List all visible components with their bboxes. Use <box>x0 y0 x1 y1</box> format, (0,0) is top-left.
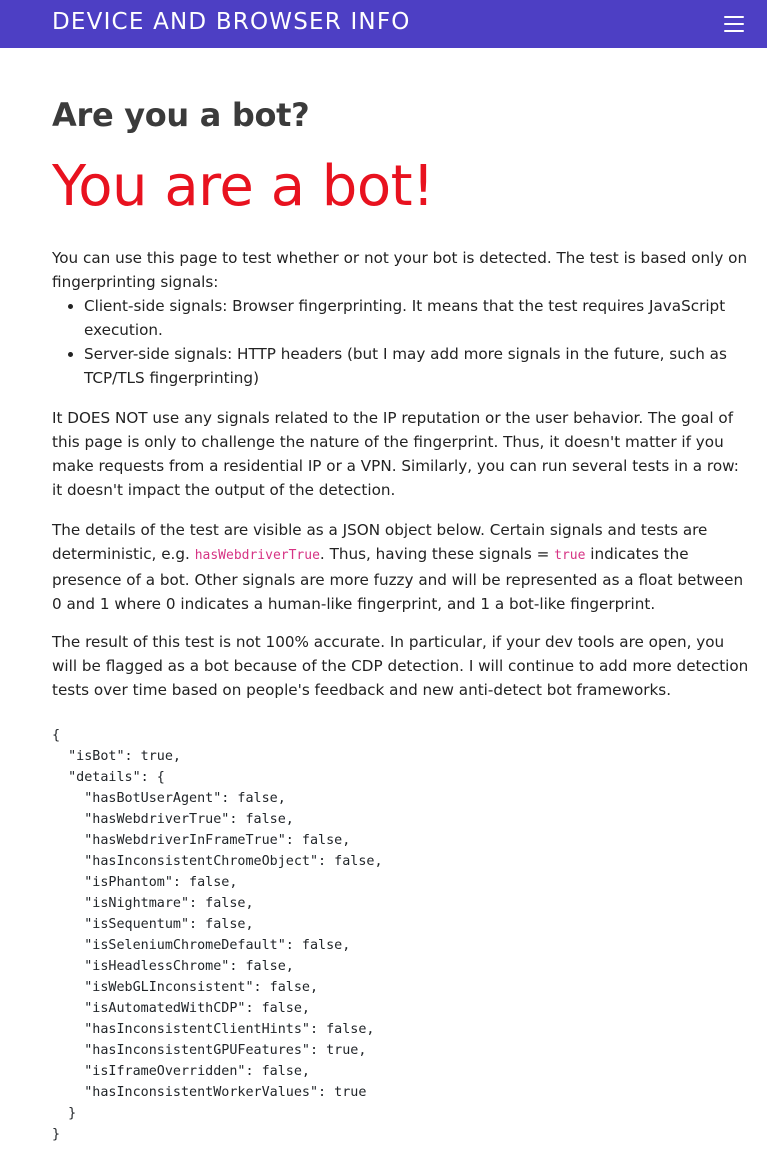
ip-reputation-paragraph <box>52 406 752 502</box>
hamburger-menu-icon[interactable] <box>721 12 747 36</box>
details-text <box>52 518 752 616</box>
detection-json-output: { "isBot": true, "details": { "hasBotUserAgent": false, "hasWebdriverTrue": false, "hasWebdriverInFrameTrue": false, "hasInconsistentChromeObject": false, "isPhantom": false, "isNightmare": false, "isSequentum": false, "isSeleniumChromeDefault": false, "isHeadlessChrome": false, "isWebGLInconsistent": false, "isAutomatedWithCDP": false, "hasInconsistentClientHints": false, "hasInconsistentGPUFeatures": true, "isIframeOverridden": false, "hasInconsistentWorkerValues": true } } <box>52 728 383 1142</box>
accuracy-paragraph <box>52 630 752 702</box>
details-text-part-2: . Thus, having these signals = <box>319 545 555 563</box>
signal-client-side: • Client-side signals: Browser fingerprinting. It means that the test requires JavaScript execution. <box>84 294 752 342</box>
details-text-part-1: The details of the test are visible as a JSON object below. Certain signals and tests are deterministic, e.g. <box>52 521 708 563</box>
brand-link[interactable]: DEVICE AND BROWSER INFO <box>52 9 411 35</box>
details-paragraph <box>52 518 752 616</box>
menu-bar-middle <box>724 23 744 25</box>
bot-verdict: You are a bot! <box>52 154 435 219</box>
menu-bar-bottom <box>724 30 744 32</box>
details-text-part-3: indicates the presence of a bot. Other signals are more fuzzy and will be represented as a float between 0 and 1 where 0 indicates a human-like fingerprint, and 1 a bot-like fingerprint. <box>52 545 744 613</box>
accuracy-text: The result of this test is not 100% accurate. In particular, if your dev tools are open, you will be flagged as a bot because of the CDP detection. I will continue to add more detection tests over time based on people's feedback and new anti-detect bot frameworks. <box>52 633 749 699</box>
code-has-webdriver-true: hasWebdriverTrue <box>194 548 320 563</box>
page-title: Are you a bot? <box>52 96 310 134</box>
code-true: true <box>554 548 586 563</box>
signals-list <box>52 294 752 390</box>
menu-bar-top <box>724 16 744 18</box>
intro-text: You can use this page to test whether or not your bot is detected. The test is based only on fingerprinting signals: <box>52 249 748 291</box>
signal-server-side: • Server-side signals: HTTP headers (but I may add more signals in the future, such as TCP/TLS fingerprinting) <box>84 342 752 390</box>
top-navbar <box>0 0 767 48</box>
intro-section <box>52 246 752 390</box>
ip-reputation-text: It DOES NOT use any signals related to the IP reputation or the user behavior. The goal of this page is only to challenge the nature of the fingerprint. Thus, it doesn't matter if you make requests from a residential IP or a VPN. Similarly, you can run several tests in a row: it doesn't impact the output of the detection. <box>52 409 739 499</box>
